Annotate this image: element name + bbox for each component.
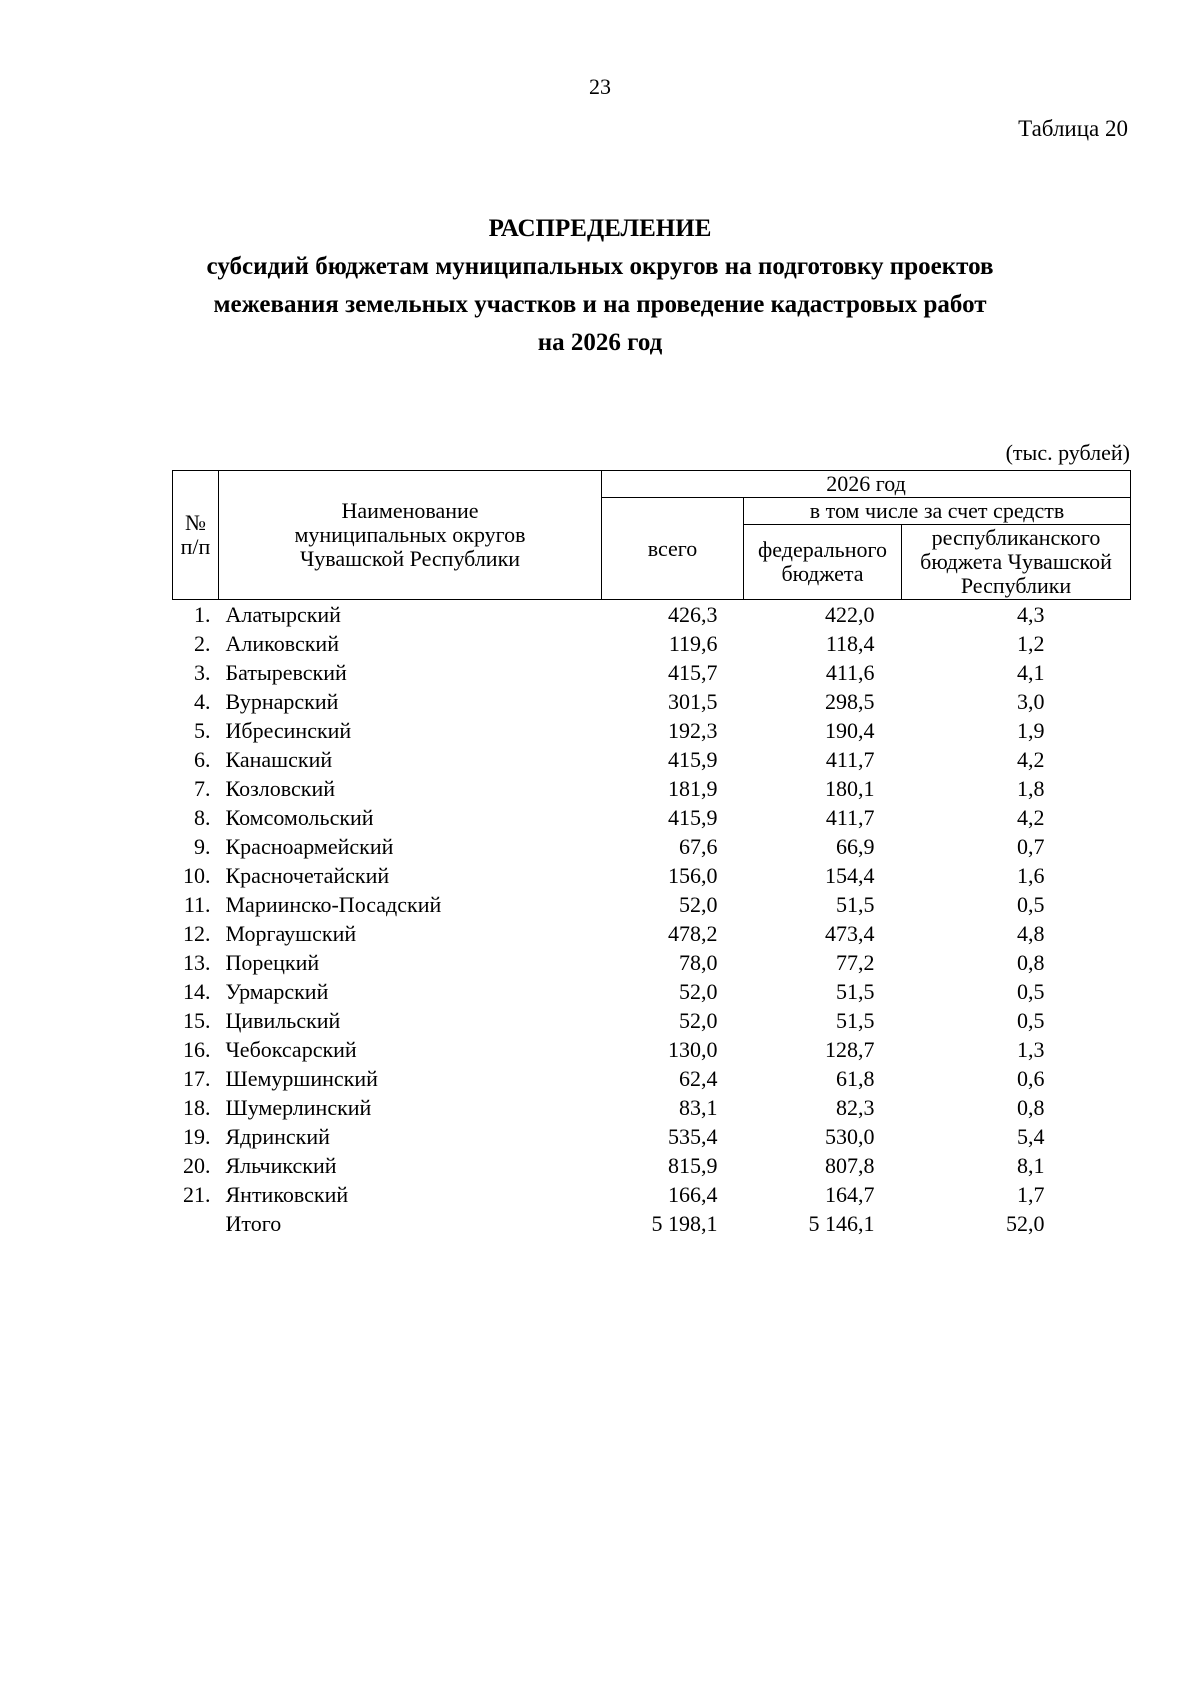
district-name: Комсомольский xyxy=(225,805,374,830)
row-number: 6. xyxy=(194,747,211,772)
page-number: 23 xyxy=(589,74,611,99)
table-row xyxy=(173,1064,1131,1093)
total-value: 78,0 xyxy=(679,950,718,975)
district-name: Алатырский xyxy=(225,602,341,627)
totals-federal: 5 146,1 xyxy=(808,1211,875,1236)
table-row xyxy=(173,919,1131,948)
units-note: (тыс. рублей) xyxy=(1005,440,1130,465)
totals-republic: 52,0 xyxy=(1006,1211,1045,1236)
federal-value: 807,8 xyxy=(825,1153,875,1178)
row-number: 1. xyxy=(194,602,211,627)
total-value: 815,9 xyxy=(668,1153,718,1178)
total-value: 415,9 xyxy=(668,747,718,772)
district-name: Ибресинский xyxy=(225,718,352,743)
district-name: Красноармейский xyxy=(225,834,394,859)
row-number: 9. xyxy=(194,834,211,859)
table-header xyxy=(173,471,1131,600)
row-number: 12. xyxy=(183,921,211,946)
table-label: Таблица 20 xyxy=(1018,116,1128,141)
table-row xyxy=(173,1180,1131,1209)
total-value: 83,1 xyxy=(679,1095,718,1120)
row-number: 13. xyxy=(183,950,211,975)
totals-label: Итого xyxy=(225,1211,282,1236)
republic-value: 3,0 xyxy=(1017,689,1045,714)
row-number: 2. xyxy=(194,631,211,656)
table-row xyxy=(173,1035,1131,1064)
row-number: 11. xyxy=(183,892,211,917)
district-name: Янтиковский xyxy=(225,1182,349,1207)
document-title xyxy=(0,210,1200,362)
table-row xyxy=(173,658,1131,687)
republic-value: 1,8 xyxy=(1017,776,1045,801)
federal-value: 180,1 xyxy=(825,776,875,801)
total-value: 156,0 xyxy=(668,863,718,888)
table-row xyxy=(173,774,1131,803)
republic-value: 8,1 xyxy=(1017,1153,1045,1178)
republic-value: 0,7 xyxy=(1017,834,1045,859)
row-number: 15. xyxy=(183,1008,211,1033)
table-row xyxy=(173,1006,1131,1035)
federal-value: 82,3 xyxy=(836,1095,875,1120)
republic-value: 1,6 xyxy=(1017,863,1045,888)
republic-value: 5,4 xyxy=(1017,1124,1045,1149)
row-number: 8. xyxy=(194,805,211,830)
total-value: 52,0 xyxy=(679,1008,718,1033)
republic-value: 4,3 xyxy=(1017,602,1045,627)
total-value: 52,0 xyxy=(679,892,718,917)
header-year: 2026 год xyxy=(602,471,1131,498)
republic-value: 1,2 xyxy=(1017,631,1045,656)
table-row xyxy=(173,716,1131,745)
republic-value: 0,8 xyxy=(1017,950,1045,975)
total-value: 67,6 xyxy=(679,834,718,859)
total-value: 52,0 xyxy=(679,979,718,1004)
district-name: Канашский xyxy=(225,747,333,772)
total-value: 181,9 xyxy=(668,776,718,801)
federal-value: 128,7 xyxy=(825,1037,875,1062)
row-number: 3. xyxy=(194,660,211,685)
total-value: 119,6 xyxy=(668,631,718,656)
table-row xyxy=(173,977,1131,1006)
republic-value: 0,6 xyxy=(1017,1066,1045,1091)
federal-value: 66,9 xyxy=(836,834,875,859)
district-name: Ядринский xyxy=(225,1124,330,1149)
table-row xyxy=(173,861,1131,890)
district-name: Шемуршинский xyxy=(225,1066,378,1091)
table-row xyxy=(173,629,1131,658)
total-value: 535,4 xyxy=(668,1124,718,1149)
district-name: Батыревский xyxy=(225,660,347,685)
header-number: № п/п xyxy=(173,471,219,600)
table-row xyxy=(173,1151,1131,1180)
total-value: 415,9 xyxy=(668,805,718,830)
district-name: Урмарский xyxy=(225,979,329,1004)
federal-value: 164,7 xyxy=(825,1182,875,1207)
republic-value: 1,9 xyxy=(1017,718,1045,743)
distribution-table xyxy=(172,470,1131,1238)
republic-value: 0,8 xyxy=(1017,1095,1045,1120)
federal-value: 298,5 xyxy=(825,689,875,714)
table-row xyxy=(173,1093,1131,1122)
title-line-3: на 2026 год xyxy=(537,329,663,356)
total-value: 415,7 xyxy=(668,660,718,685)
federal-value: 77,2 xyxy=(836,950,875,975)
row-number: 19. xyxy=(183,1124,211,1149)
header-name: Наименование муниципальных округов Чувашской Республики xyxy=(219,471,602,600)
federal-value: 530,0 xyxy=(825,1124,875,1149)
total-value: 62,4 xyxy=(679,1066,718,1091)
table-row xyxy=(173,600,1131,630)
row-number: 4. xyxy=(194,689,211,714)
row-number: 16. xyxy=(183,1037,211,1062)
total-value: 192,3 xyxy=(668,718,718,743)
district-name: Чебоксарский xyxy=(225,1037,357,1062)
totals-total: 5 198,1 xyxy=(651,1211,718,1236)
table-row xyxy=(173,890,1131,919)
header-federal: федерального бюджета xyxy=(744,525,902,600)
republic-value: 0,5 xyxy=(1017,892,1045,917)
total-value: 426,3 xyxy=(668,602,718,627)
row-number: 10. xyxy=(183,863,211,888)
total-value: 166,4 xyxy=(668,1182,718,1207)
title-line-2: межевания земельных участков и на проведение кадастровых работ xyxy=(213,291,987,318)
header-republic: республиканского бюджета Чувашской Республики xyxy=(902,525,1131,600)
table-row xyxy=(173,948,1131,977)
district-name: Цивильский xyxy=(225,1008,341,1033)
table-row xyxy=(173,803,1131,832)
federal-value: 190,4 xyxy=(825,718,875,743)
district-name: Яльчикский xyxy=(225,1153,337,1178)
district-name: Вурнарский xyxy=(225,689,339,714)
republic-value: 0,5 xyxy=(1017,1008,1045,1033)
table-row xyxy=(173,687,1131,716)
header-total: всего xyxy=(602,498,744,600)
federal-value: 411,7 xyxy=(825,747,875,772)
row-number: 18. xyxy=(183,1095,211,1120)
republic-value: 0,5 xyxy=(1017,979,1045,1004)
federal-value: 411,7 xyxy=(825,805,875,830)
republic-value: 1,7 xyxy=(1017,1182,1045,1207)
district-name: Мариинско-Посадский xyxy=(225,892,442,917)
totals-number xyxy=(173,1209,219,1238)
header-including: в том числе за счет средств xyxy=(744,498,1131,525)
federal-value: 422,0 xyxy=(825,602,875,627)
title-line-1: субсидий бюджетам муниципальных округов на подготовку проектов xyxy=(206,253,994,280)
district-name: Аликовский xyxy=(225,631,339,656)
total-value: 301,5 xyxy=(668,689,718,714)
republic-value: 4,1 xyxy=(1017,660,1045,685)
federal-value: 51,5 xyxy=(836,979,875,1004)
title-heading: РАСПРЕДЕЛЕНИЕ xyxy=(488,215,712,242)
district-name: Красночетайский xyxy=(225,863,390,888)
federal-value: 61,8 xyxy=(836,1066,875,1091)
table-body xyxy=(173,600,1131,1239)
federal-value: 51,5 xyxy=(836,892,875,917)
row-number: 7. xyxy=(194,776,211,801)
row-number: 5. xyxy=(194,718,211,743)
republic-value: 4,8 xyxy=(1017,921,1045,946)
table-row xyxy=(173,745,1131,774)
district-name: Порецкий xyxy=(225,950,320,975)
republic-value: 4,2 xyxy=(1017,747,1045,772)
totals-row xyxy=(173,1209,1131,1238)
table-row xyxy=(173,832,1131,861)
district-name: Козловский xyxy=(225,776,336,801)
total-value: 130,0 xyxy=(668,1037,718,1062)
republic-value: 1,3 xyxy=(1017,1037,1045,1062)
row-number: 17. xyxy=(183,1066,211,1091)
federal-value: 51,5 xyxy=(836,1008,875,1033)
district-name: Моргаушский xyxy=(225,921,357,946)
row-number: 21. xyxy=(183,1182,211,1207)
republic-value: 4,2 xyxy=(1017,805,1045,830)
federal-value: 411,6 xyxy=(825,660,875,685)
district-name: Шумерлинский xyxy=(225,1095,372,1120)
federal-value: 473,4 xyxy=(825,921,875,946)
total-value: 478,2 xyxy=(668,921,718,946)
row-number: 20. xyxy=(183,1153,211,1178)
table-row xyxy=(173,1122,1131,1151)
federal-value: 118,4 xyxy=(825,631,875,656)
federal-value: 154,4 xyxy=(825,863,875,888)
row-number: 14. xyxy=(183,979,211,1004)
